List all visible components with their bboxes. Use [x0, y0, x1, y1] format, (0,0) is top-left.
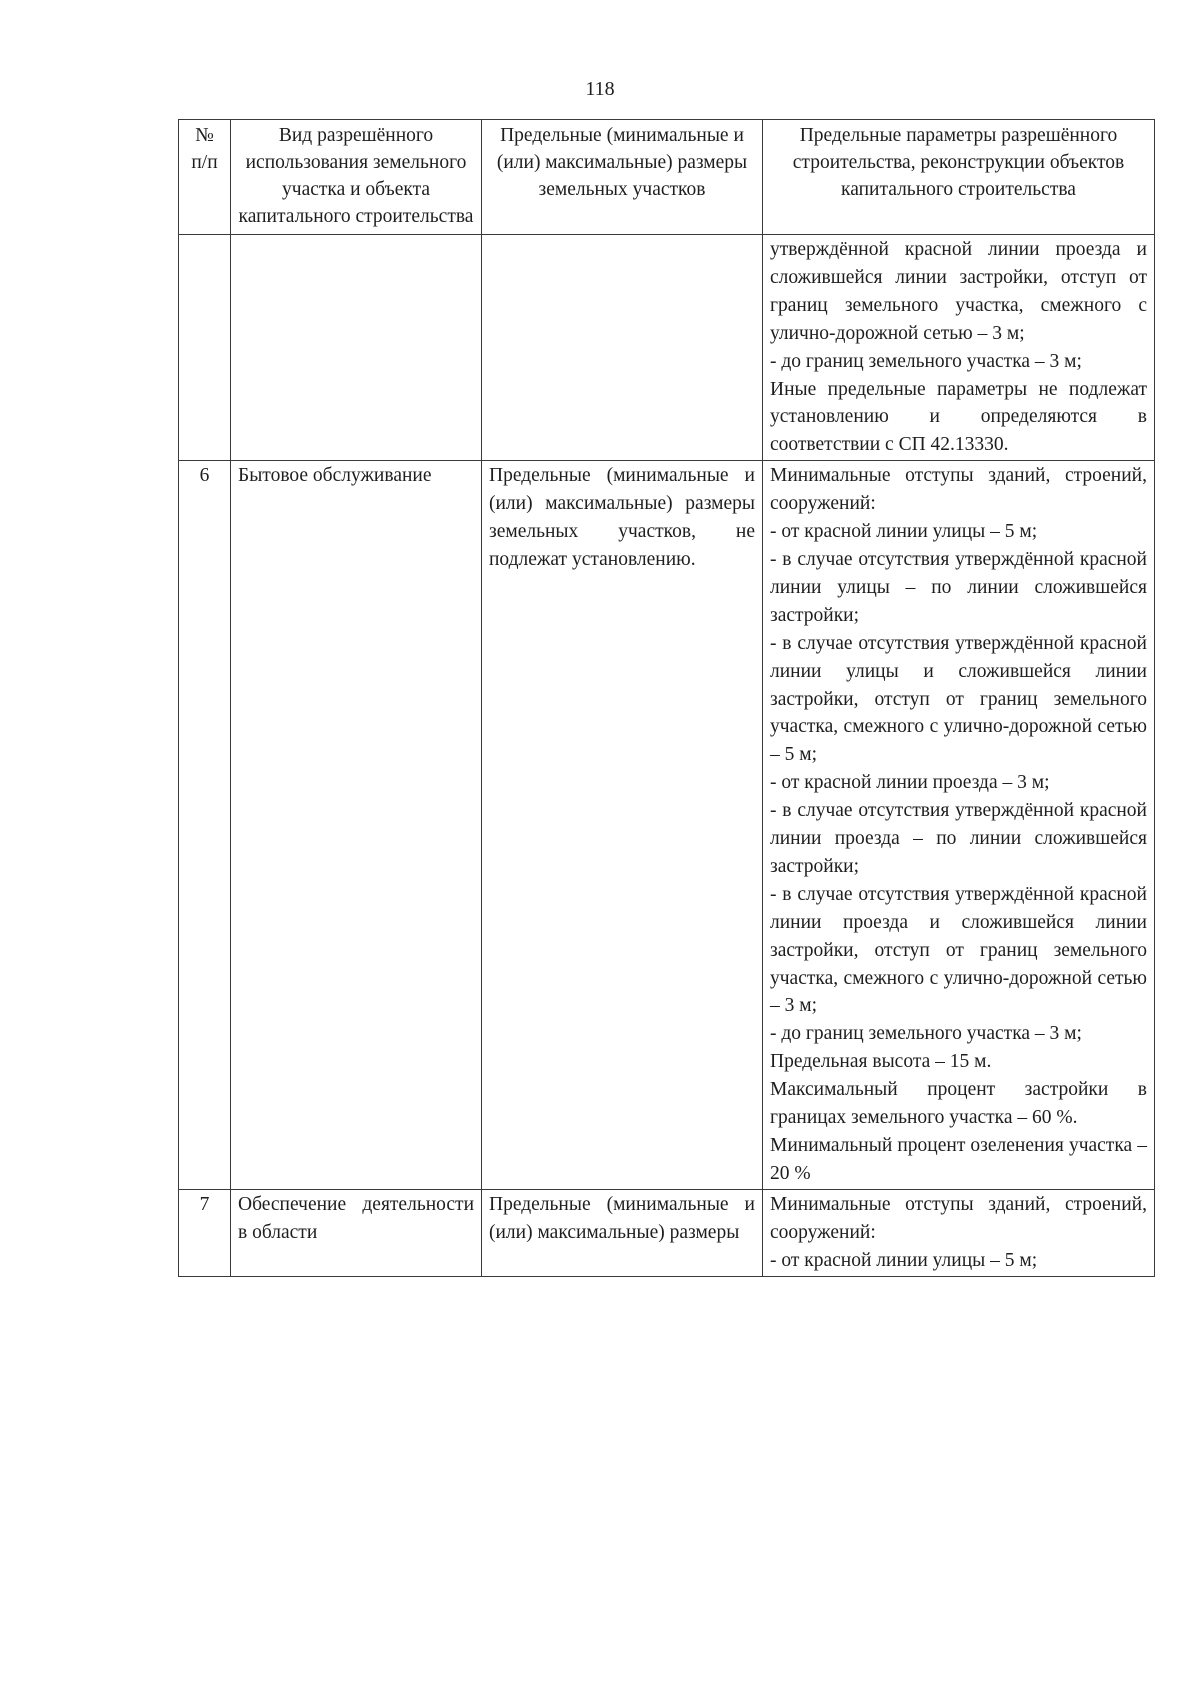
row-construction-parameters: Минимальные отступы зданий, строений, сооружений: - от красной линии улицы – 5 м; - в случае отсутствия утверждённой красной линии улицы – по линии сложившейся застройки; - в случае отсутствия утверждённой красной линии улицы и сложившейся линии застройки, отступ от границ земельного участка, смежного с улично-дорожной сетью – 5 м; - от красной линии проезда – 3 м; - в случае отсутствия утверждённой красной линии проезда – по линии сложившейся застройки; - в случае отсутствия утверждённой красной линии проезда и сложившейся линии застройки, отступ от границ земельного участка, смежного с улично-дорожной сетью – 3 м; - до границ земельного участка – 3 м; Предельная высота – 15 м. Максимальный процент застройки в границах земельного участка – 60 %. Минимальный процент озеленения участка – 20 %	[763, 461, 1155, 1190]
header-construction-parameters: Предельные параметры разрешённого строительства, реконструкции объектов капитального строительства	[763, 120, 1155, 235]
table-row	[179, 461, 1155, 1190]
row-plot-size	[482, 235, 763, 461]
table-header-row	[179, 120, 1155, 235]
row-plot-size: Предельные (минимальные и (или) максимальные) размеры	[482, 1189, 763, 1276]
table-row	[179, 235, 1155, 461]
row-number: 6	[179, 461, 231, 1190]
header-number: № п/п	[179, 120, 231, 235]
row-number	[179, 235, 231, 461]
row-permitted-use	[231, 235, 482, 461]
header-plot-size: Предельные (минимальные и (или) максимальные) размеры земельных участков	[482, 120, 763, 235]
row-construction-parameters: Минимальные отступы зданий, строений, сооружений: - от красной линии улицы – 5 м;	[763, 1189, 1155, 1276]
header-permitted-use: Вид разрешённого использования земельного участка и объекта капитального строительства	[231, 120, 482, 235]
page-number: 118	[585, 78, 615, 100]
row-number: 7	[179, 1189, 231, 1276]
row-plot-size: Предельные (минимальные и (или) максимальные) размеры земельных участков, не подлежат установлению.	[482, 461, 763, 1190]
table-row	[179, 1189, 1155, 1276]
land-use-regulations-table	[178, 119, 1155, 1277]
row-permitted-use: Бытовое обслуживание	[231, 461, 482, 1190]
row-construction-parameters: утверждённой красной линии проезда и сложившейся линии застройки, отступ от границ земельного участка, смежного с улично-дорожной сетью – 3 м; - до границ земельного участка – 3 м; Иные предельные параметры не подлежат установлению и определяются в соответствии с СП 42.13330.	[763, 235, 1155, 461]
row-permitted-use: Обеспечение деятельности в области	[231, 1189, 482, 1276]
